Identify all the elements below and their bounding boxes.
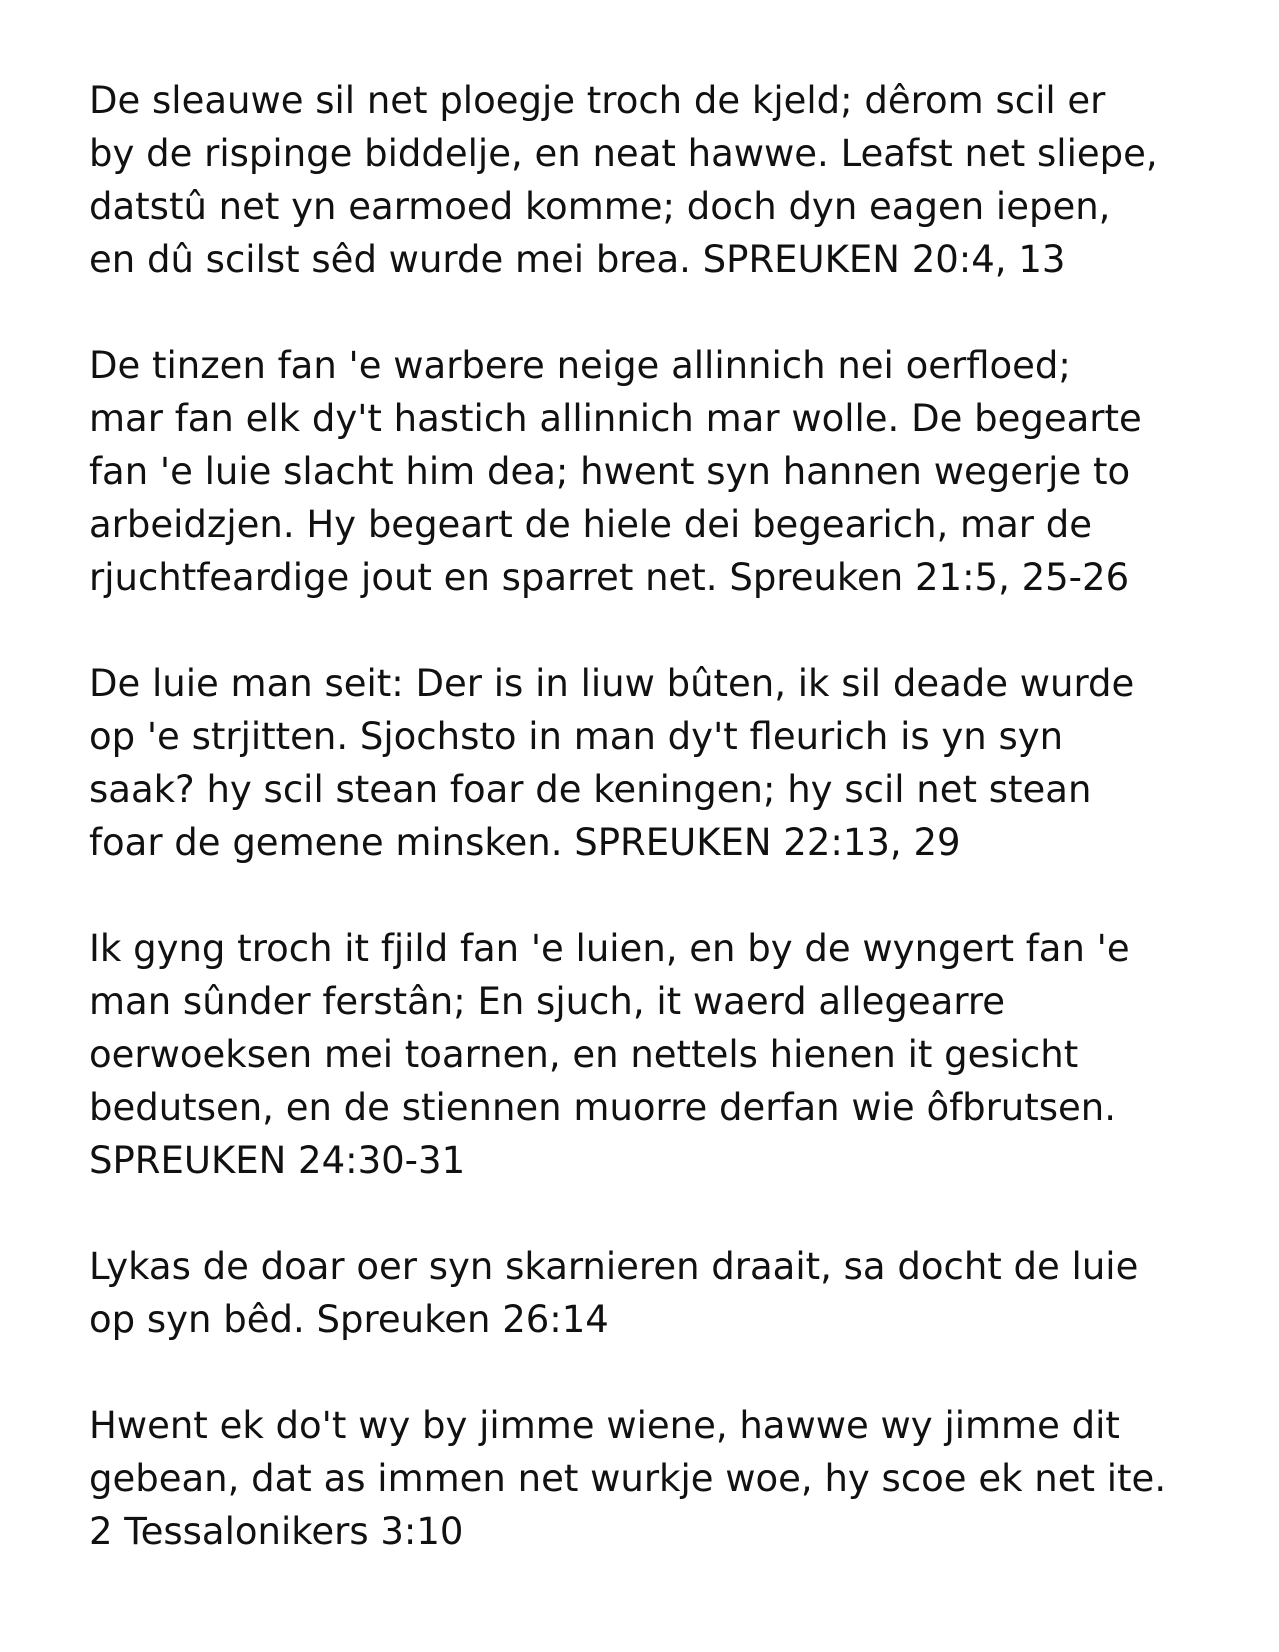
passage-line: SPREUKEN 24:30-31 (89, 1139, 466, 1182)
passage-line: saak? hy scil stean foar de keningen; hy scil net stean (89, 768, 1092, 811)
passage-spreuken-20 (89, 74, 1209, 286)
passage-line: De tinzen fan 'e warbere neige allinnich nei oerfloed; (89, 344, 1071, 387)
passage-spreuken-26 (89, 1240, 1209, 1346)
passage-line: De luie man seit: Der is in liuw bûten, ik sil deade wurde (89, 662, 1135, 705)
passage-line: 2 Tessalonikers 3:10 (89, 1510, 464, 1553)
passage-line: De sleauwe sil net ploegje troch de kjeld; dêrom scil er (89, 79, 1106, 122)
passage-line: rjuchtfeardige jout en sparret net. Spreuken 21:5, 25-26 (89, 556, 1130, 599)
passage-spreuken-24 (89, 922, 1209, 1187)
passage-line: op syn bêd. Spreuken 26:14 (89, 1298, 609, 1341)
passage-spreuken-21 (89, 339, 1209, 604)
passage-line: by de rispinge biddelje, en neat hawwe. Leafst net sliepe, (89, 132, 1158, 175)
passage-line: oerwoeksen mei toarnen, en nettels hienen it gesicht (89, 1033, 1079, 1076)
passage-tessalonikers (89, 1399, 1209, 1558)
passage-line: fan 'e luie slacht him dea; hwent syn hannen wegerje to (89, 450, 1131, 493)
passage-line: arbeidzjen. Hy begeart de hiele dei begearich, mar de (89, 503, 1092, 546)
passage-list (89, 74, 1209, 1611)
passage-line: man sûnder ferstân; En sjuch, it waerd allegearre (89, 980, 1006, 1023)
passage-line: en dû scilst sêd wurde mei brea. SPREUKEN 20:4, 13 (89, 238, 1066, 281)
passage-line: Ik gyng troch it fjild fan 'e luien, en by de wyngert fan 'e (89, 927, 1130, 970)
passage-line: mar fan elk dy't hastich allinnich mar wolle. De begearte (89, 397, 1142, 440)
passage-line: gebean, dat as immen net wurkje woe, hy scoe ek net ite. (89, 1457, 1167, 1500)
passage-line: datstû net yn earmoed komme; doch dyn eagen iepen, (89, 185, 1111, 228)
passage-line: op 'e strjitten. Sjochsto in man dy't fleurich is yn syn (89, 715, 1064, 758)
passage-line: Hwent ek do't wy by jimme wiene, hawwe wy jimme dit (89, 1404, 1120, 1447)
passage-spreuken-22 (89, 657, 1209, 869)
passage-line: foar de gemene minsken. SPREUKEN 22:13, 29 (89, 821, 961, 864)
passage-line: Lykas de doar oer syn skarnieren draait, sa docht de luie (89, 1245, 1139, 1288)
passage-line: bedutsen, en de stiennen muorre derfan wie ôfbrutsen. (89, 1086, 1117, 1129)
